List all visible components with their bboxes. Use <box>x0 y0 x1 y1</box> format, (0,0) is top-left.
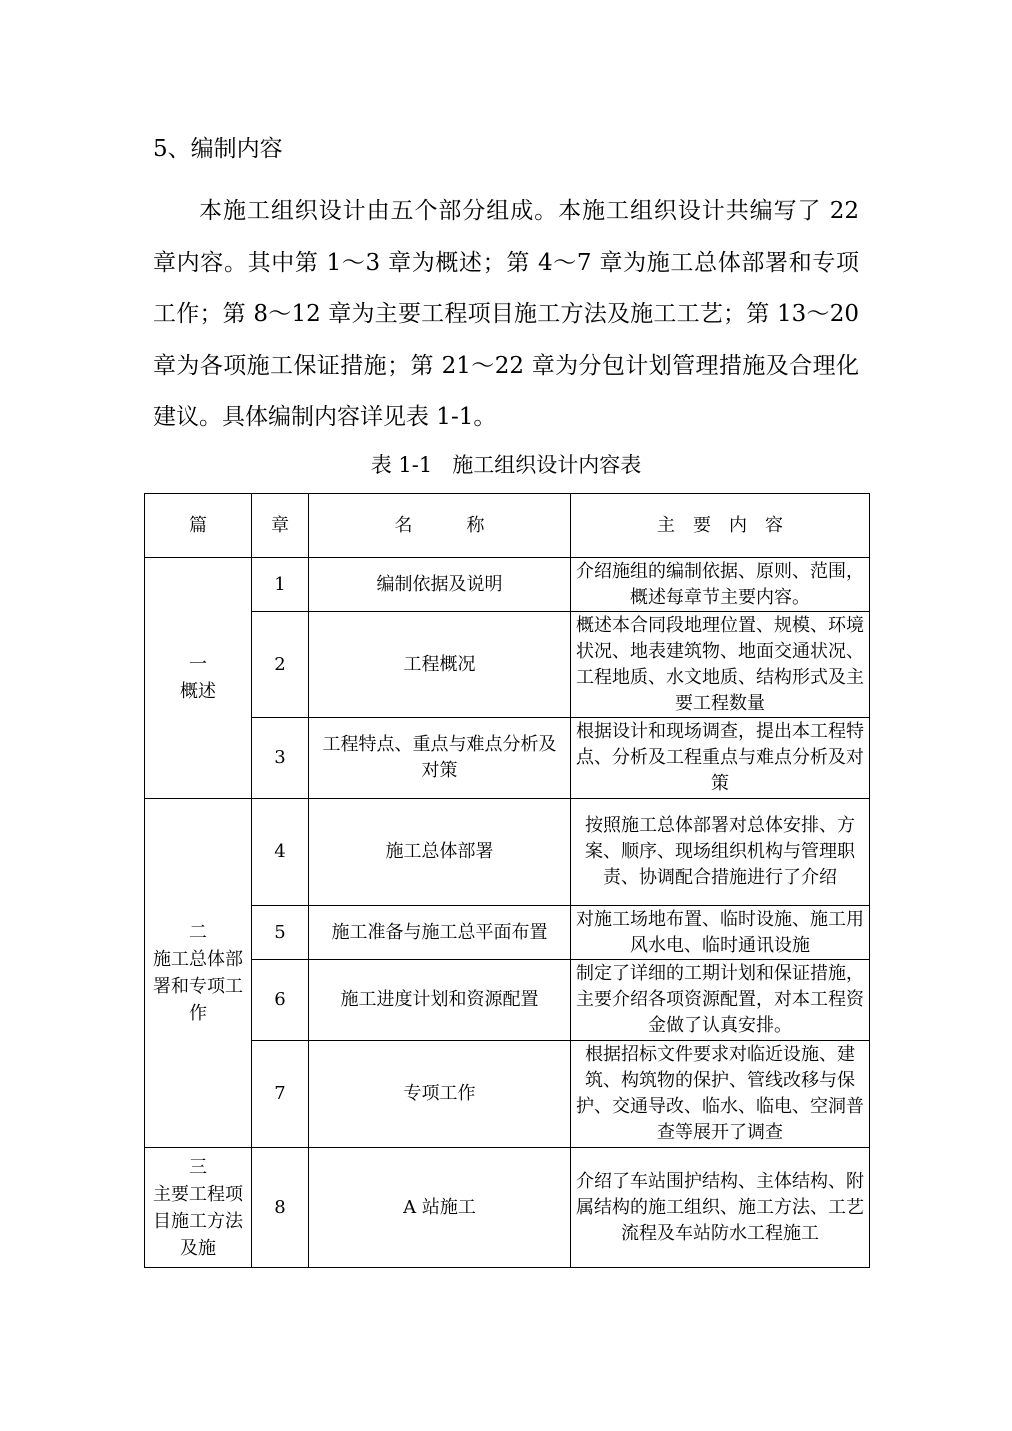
chapter-cell: 6 <box>252 960 309 1041</box>
chapter-cell: 7 <box>252 1041 309 1148</box>
header-content: 主 要 内 容 <box>571 494 870 558</box>
table-header-row <box>145 494 870 558</box>
chapter-cell: 4 <box>252 799 309 906</box>
content-table <box>144 493 870 1268</box>
section-heading: 5、编制内容 <box>153 136 283 162</box>
name-cell: 施工进度计划和资源配置 <box>309 960 571 1041</box>
name-cell: 专项工作 <box>309 1041 571 1148</box>
chapter-cell: 5 <box>252 906 309 960</box>
part-cell <box>145 799 252 1148</box>
part-number: 三 <box>189 1156 207 1178</box>
table-row <box>145 1148 870 1268</box>
chapter-cell: 2 <box>252 612 309 718</box>
content-cell: 对施工场地布置、临时设施、施工用风水电、临时通讯设施 <box>571 906 870 960</box>
table-caption: 表 1-1 施工组织设计内容表 <box>370 453 642 477</box>
content-cell: 介绍施组的编制依据、原则、范围，概述每章节主要内容。 <box>571 558 870 612</box>
name-cell: 编制依据及说明 <box>309 558 571 612</box>
table-row <box>145 960 870 1041</box>
part-number: 一 <box>189 654 207 675</box>
content-cell: 制定了详细的工期计划和保证措施，主要介绍各项资源配置，对本工程资金做了认真安排。 <box>571 960 870 1041</box>
name-cell: 施工准备与施工总平面布置 <box>309 906 571 960</box>
table-row <box>145 906 870 960</box>
header-chapter: 章 <box>252 494 309 558</box>
content-cell: 介绍了车站围护结构、主体结构、附属结构的施工组织、施工方法、工艺流程及车站防水工程施工 <box>571 1148 870 1268</box>
part-title: 施工总体部署和专项工作 <box>153 949 243 1024</box>
chapter-cell: 1 <box>252 558 309 612</box>
part-cell <box>145 558 252 799</box>
chapter-cell: 8 <box>252 1148 309 1268</box>
header-name: 名 称 <box>309 494 571 558</box>
name-cell: 施工总体部署 <box>309 799 571 906</box>
table-row <box>145 1041 870 1148</box>
chapter-cell: 3 <box>252 718 309 799</box>
name-cell: 工程概况 <box>309 612 571 718</box>
table-row <box>145 718 870 799</box>
part-cell <box>145 1148 252 1268</box>
header-part: 篇 <box>145 494 252 558</box>
content-cell: 概述本合同段地理位置、规模、环境状况、地表建筑物、地面交通状况、工程地质、水文地质、结构形式及主要工程数量 <box>571 612 870 718</box>
name-cell: A 站施工 <box>309 1148 571 1268</box>
section-paragraph: 本施工组织设计由五个部分组成。本施工组织设计共编写了 22 章内容。其中第 1～3 章为概述；第 4～7 章为施工总体部署和专项工作；第 8～12 章为主要工程项目施工方法及施工工艺；第 13～20 章为各项施工保证措施；第 21～22 章为分包计划管理措施及合理化建议。具体编制内容详见表 1-1。 <box>153 198 859 430</box>
part-title: 概述 <box>180 681 216 702</box>
content-cell: 根据设计和现场调查，提出本工程特点、分析及工程重点与难点分析及对策 <box>571 718 870 799</box>
content-cell: 按照施工总体部署对总体安排、方案、顺序、现场组织机构与管理职责、协调配合措施进行了介绍 <box>571 799 870 906</box>
part-number: 二 <box>189 922 207 943</box>
name-cell: 工程特点、重点与难点分析及对策 <box>309 718 571 799</box>
table-row <box>145 612 870 718</box>
table-row <box>145 799 870 906</box>
table-row <box>145 558 870 612</box>
content-cell: 根据招标文件要求对临近设施、建筑、构筑物的保护、管线改移与保护、交通导改、临水、临电、空洞普查等展开了调查 <box>571 1041 870 1148</box>
part-title: 主要工程项目施工方法及施 <box>153 1183 243 1259</box>
